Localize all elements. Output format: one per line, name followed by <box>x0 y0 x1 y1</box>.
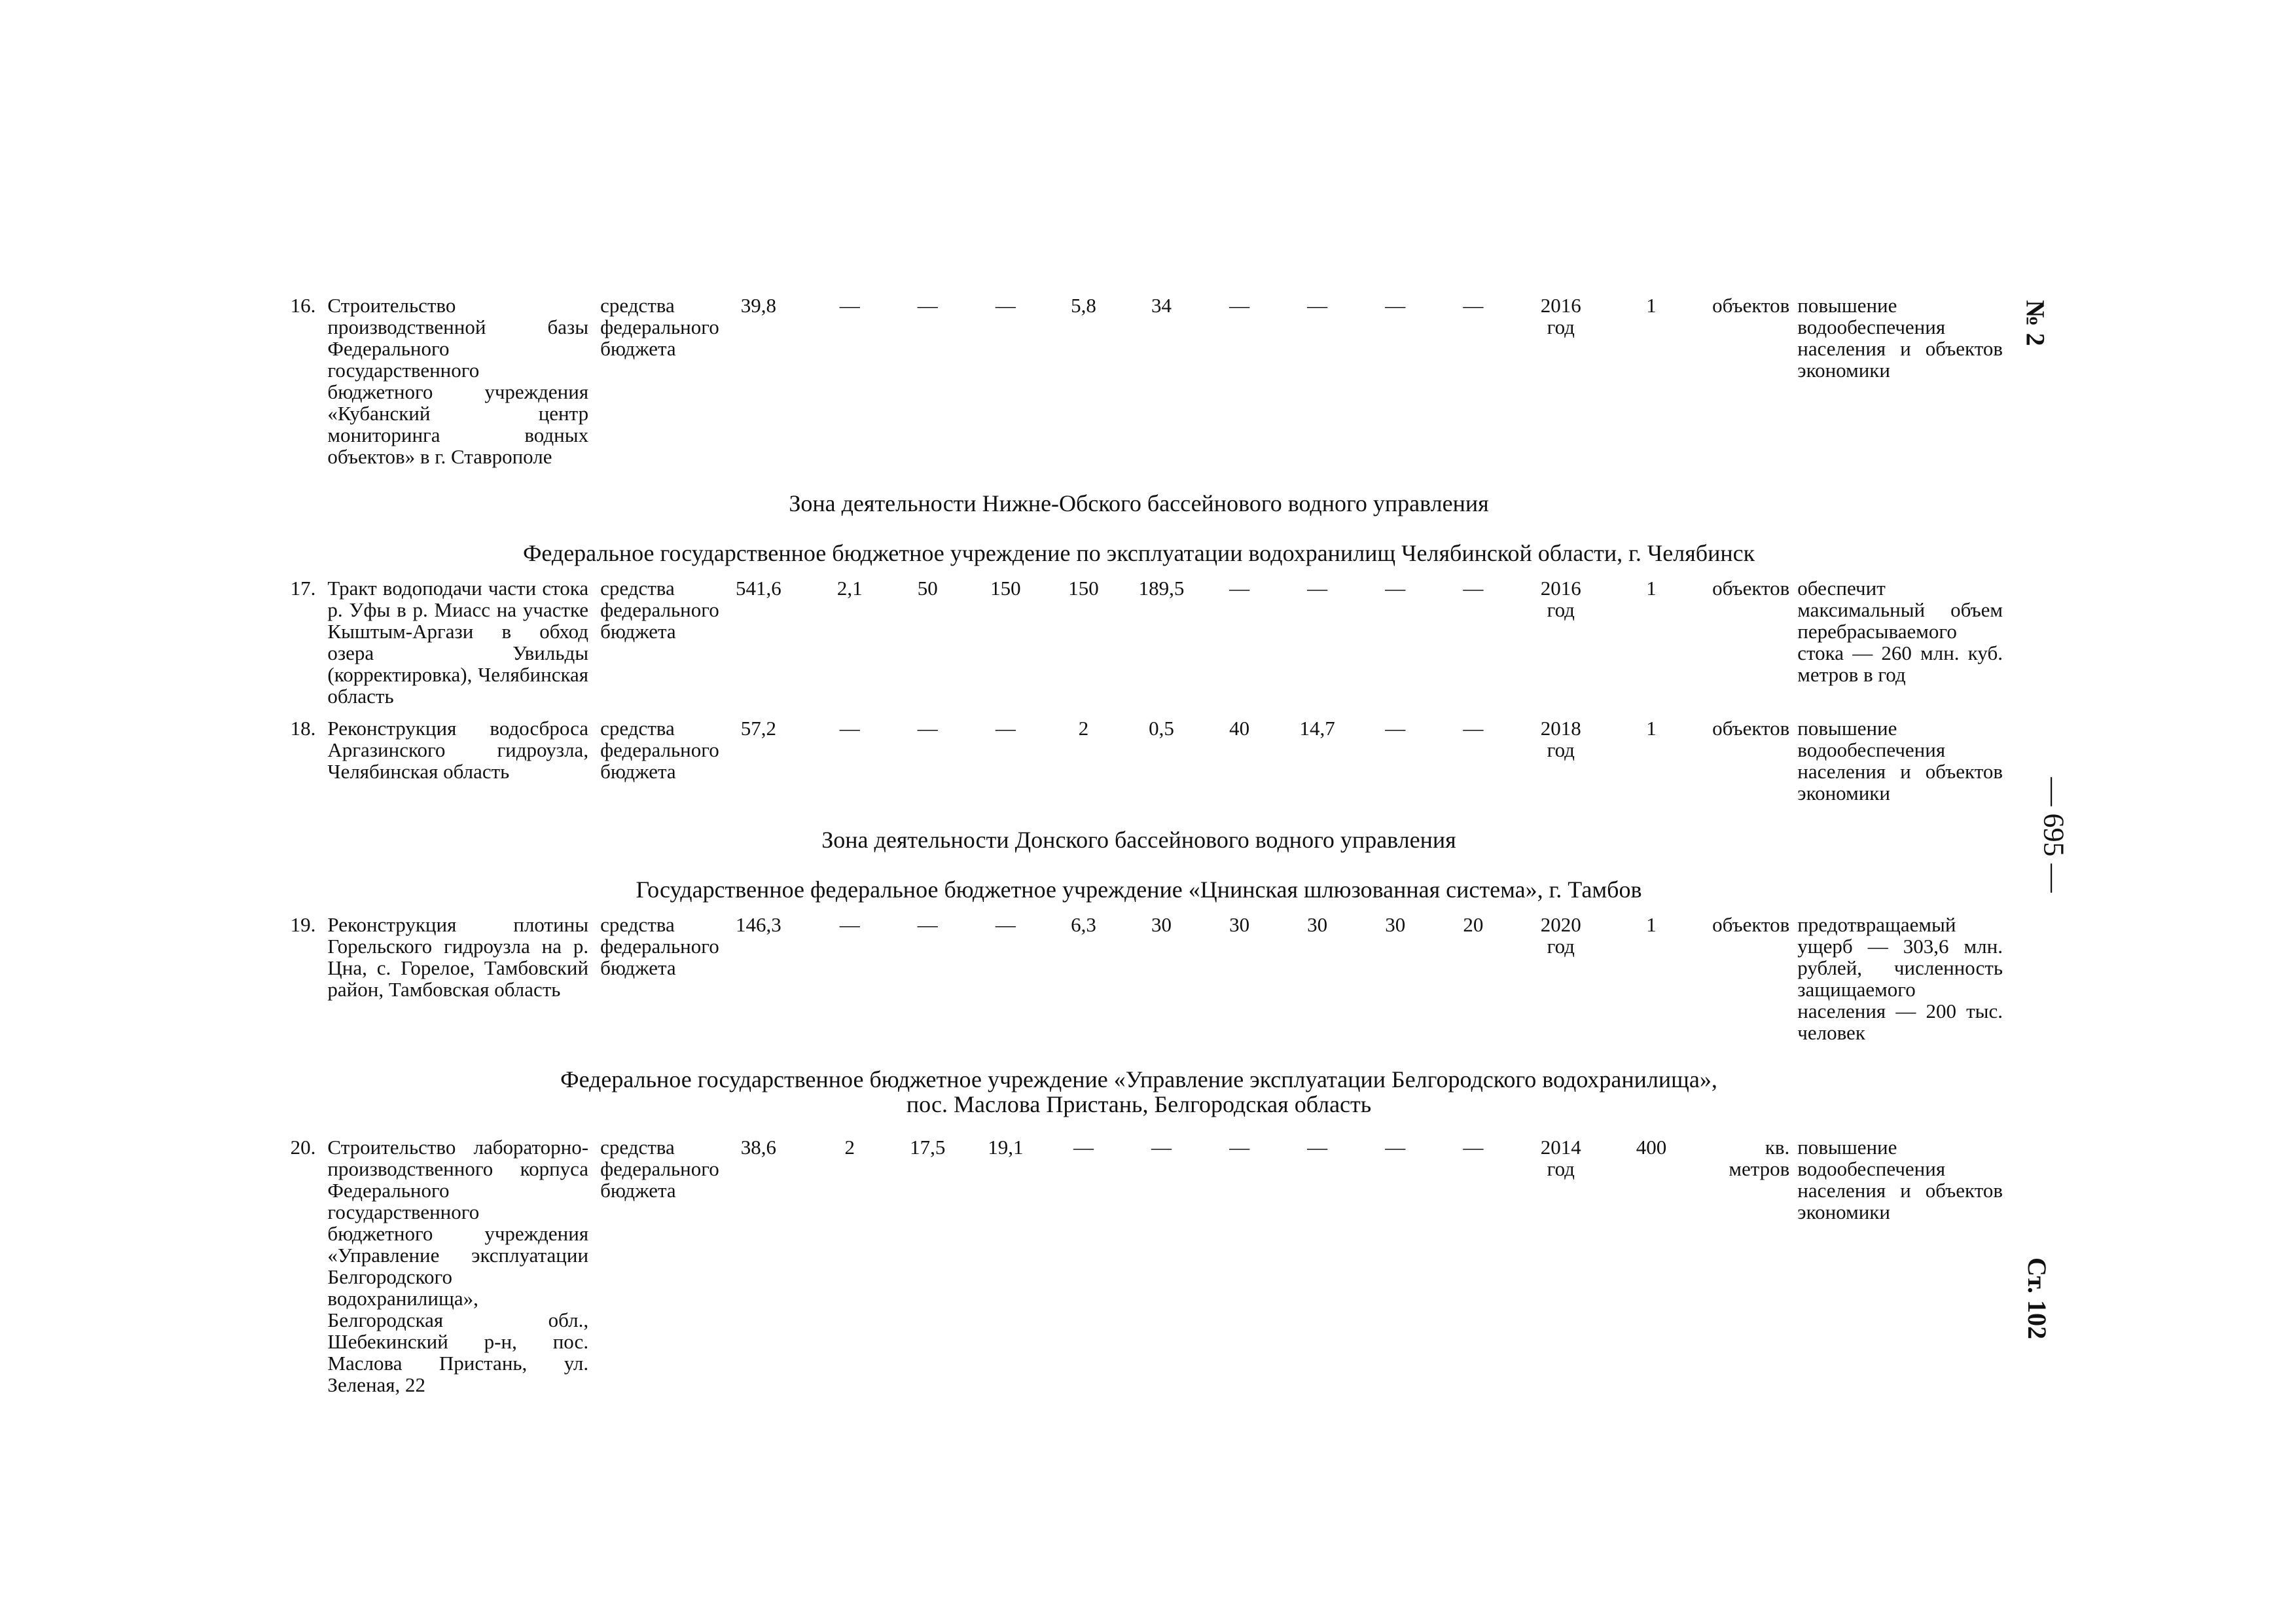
year-value: — <box>1385 577 1406 600</box>
section-heading-row <box>275 864 2003 914</box>
row-number: 17. <box>290 577 316 600</box>
year-value: 30 <box>1307 913 1328 936</box>
capacity-value: 1 <box>1646 717 1657 740</box>
year-value: — <box>1229 294 1250 317</box>
funding-source: средства федерального бюджета <box>600 717 719 783</box>
issue-number <box>1996 300 2075 346</box>
year-value: 6,3 <box>1071 913 1096 936</box>
year-value: 30 <box>1385 913 1406 936</box>
article-number <box>1996 1257 2075 1339</box>
total-amount: 38,6 <box>740 1136 777 1159</box>
year-value: — <box>1385 294 1406 317</box>
funding-source: средства федерального бюджета <box>600 294 719 360</box>
capacity-unit: кв. метров <box>1729 1136 1790 1180</box>
completion-year: 2016 год <box>1540 577 1581 621</box>
capacity-value: 400 <box>1636 1136 1667 1159</box>
year-value: 2 <box>1078 717 1089 740</box>
year-value: — <box>917 717 938 740</box>
object-name: Строительство производственной базы Федерального государственного бюджетного учреждения «Кубанский центр мониторинга водных объектов» в г. Ставрополе <box>327 294 589 468</box>
table-row <box>275 914 2003 1054</box>
object-name: Реконструкция плотины Горельского гидроузла на р. Цна, с. Горелое, Тамбовский район, Тамбовская область <box>327 913 589 1001</box>
completion-year: 2020 год <box>1540 913 1581 958</box>
year-value: 34 <box>1151 294 1172 317</box>
funding-source: средства федерального бюджета <box>600 913 719 979</box>
section-heading-row <box>275 814 2003 864</box>
year-value: — <box>917 294 938 317</box>
section-heading: Зона деятельности Нижне-Обского бассейнового водного управления <box>789 490 1489 516</box>
section-heading-row <box>275 1054 2003 1136</box>
year-value: — <box>995 294 1016 317</box>
year-value: — <box>1307 294 1328 317</box>
year-value: 14,7 <box>1299 717 1335 740</box>
capacity-unit: объектов <box>1712 717 1790 740</box>
table-row <box>275 295 2003 478</box>
year-value: — <box>839 294 860 317</box>
year-value: — <box>839 913 860 936</box>
article-number-text: Ст. 102 <box>2022 1257 2052 1339</box>
year-value: — <box>1307 577 1328 600</box>
expected-result: повышение водообеспечения населения и объектов экономики <box>1797 717 2003 804</box>
page-number <box>1996 777 2075 893</box>
section-heading: Зона деятельности Донского бассейнового водного управления <box>821 827 1456 853</box>
capacity-value: 1 <box>1646 577 1657 600</box>
object-name: Строительство лабораторно-производственного корпуса Федерального государственного бюджетного учреждения «Управление эксплуатации Белгородского водохранилища», Белгородская обл., Шебекинский р-н, пос. Маслова Пристань, ул. Зеленая, 22 <box>327 1136 589 1396</box>
year-value: 2 <box>844 1136 855 1159</box>
year-value: — <box>1229 1136 1250 1159</box>
year-value: 19,1 <box>988 1136 1024 1159</box>
page-number-text: — 695 — <box>2037 777 2070 893</box>
year-value: — <box>995 913 1016 936</box>
year-value: — <box>1463 577 1484 600</box>
capacity-value: 1 <box>1646 294 1657 317</box>
year-value: 150 <box>1068 577 1099 600</box>
year-value: 40 <box>1229 717 1250 740</box>
institution-heading: Федеральное государственное бюджетное учреждение «Управление эксплуатации Белгородского водохранилища», пос. Маслова Пристань, Белгородская область <box>560 1066 1717 1117</box>
expected-result: повышение водообеспечения населения и объектов экономики <box>1797 1136 2003 1223</box>
year-value: 30 <box>1151 913 1172 936</box>
year-value: 20 <box>1463 913 1484 936</box>
expected-result: повышение водообеспечения населения и объектов экономики <box>1797 294 2003 382</box>
year-value: — <box>1307 1136 1328 1159</box>
year-value: — <box>1229 577 1250 600</box>
object-name: Реконструкция водосброса Аргазинского гидроузла, Челябинская область <box>327 717 589 783</box>
year-value: 5,8 <box>1071 294 1096 317</box>
section-heading-row <box>275 528 2003 577</box>
table-row <box>275 577 2003 717</box>
year-value: 2,1 <box>836 577 863 600</box>
year-value: — <box>1385 1136 1406 1159</box>
row-number: 19. <box>290 913 316 936</box>
issue-number-text: № 2 <box>2020 300 2051 346</box>
year-value: 150 <box>990 577 1021 600</box>
year-value: — <box>1151 1136 1172 1159</box>
institution-heading: Федеральное государственное бюджетное учреждение по эксплуатации водохранилищ Челябинской области, г. Челябинск <box>522 540 1755 566</box>
capacity-unit: объектов <box>1712 294 1790 317</box>
year-value: 30 <box>1229 913 1250 936</box>
object-name: Тракт водоподачи части стока р. Уфы в р. Миасс на участке Кыштым-Аргази в обход озера Увильды (корректировка), Челябинская область <box>327 577 589 708</box>
section-heading-row <box>275 478 2003 528</box>
completion-year: 2018 год <box>1540 717 1581 761</box>
total-amount: 541,6 <box>736 577 781 600</box>
capacity-value: 1 <box>1646 913 1657 936</box>
year-value: 189,5 <box>1138 577 1185 600</box>
year-value: 0,5 <box>1149 717 1174 740</box>
program-table <box>275 295 2003 1406</box>
expected-result: обеспечит максимальный объем перебрасываемого стока — 260 млн. куб. метров в год <box>1797 577 2003 686</box>
total-amount: 39,8 <box>740 294 777 317</box>
row-number: 16. <box>290 294 316 317</box>
expected-result: предотвращаемый ущерб — 303,6 млн. рублей, численность защищаемого населения — 200 тыс. человек <box>1797 913 2003 1044</box>
year-value: — <box>1385 717 1406 740</box>
table-row <box>275 1136 2003 1406</box>
year-value: — <box>839 717 860 740</box>
year-value: 50 <box>917 577 938 600</box>
completion-year: 2014 год <box>1540 1136 1581 1180</box>
capacity-unit: объектов <box>1712 577 1790 600</box>
year-value: — <box>1463 717 1484 740</box>
year-value: — <box>1073 1136 1094 1159</box>
completion-year: 2016 год <box>1540 294 1581 338</box>
year-value: — <box>1463 294 1484 317</box>
year-value: 17,5 <box>910 1136 946 1159</box>
year-value: — <box>995 717 1016 740</box>
funding-source: средства федерального бюджета <box>600 1136 719 1202</box>
institution-heading: Государственное федеральное бюджетное учреждение «Цнинская шлюзованная система», г. Тамбов <box>636 876 1642 903</box>
row-number: 20. <box>290 1136 316 1159</box>
row-number: 18. <box>290 717 316 740</box>
total-amount: 57,2 <box>740 717 777 740</box>
year-value: — <box>917 913 938 936</box>
total-amount: 146,3 <box>736 913 781 936</box>
capacity-unit: объектов <box>1712 913 1790 936</box>
funding-source: средства федерального бюджета <box>600 577 719 643</box>
year-value: — <box>1463 1136 1484 1159</box>
table-row <box>275 717 2003 814</box>
